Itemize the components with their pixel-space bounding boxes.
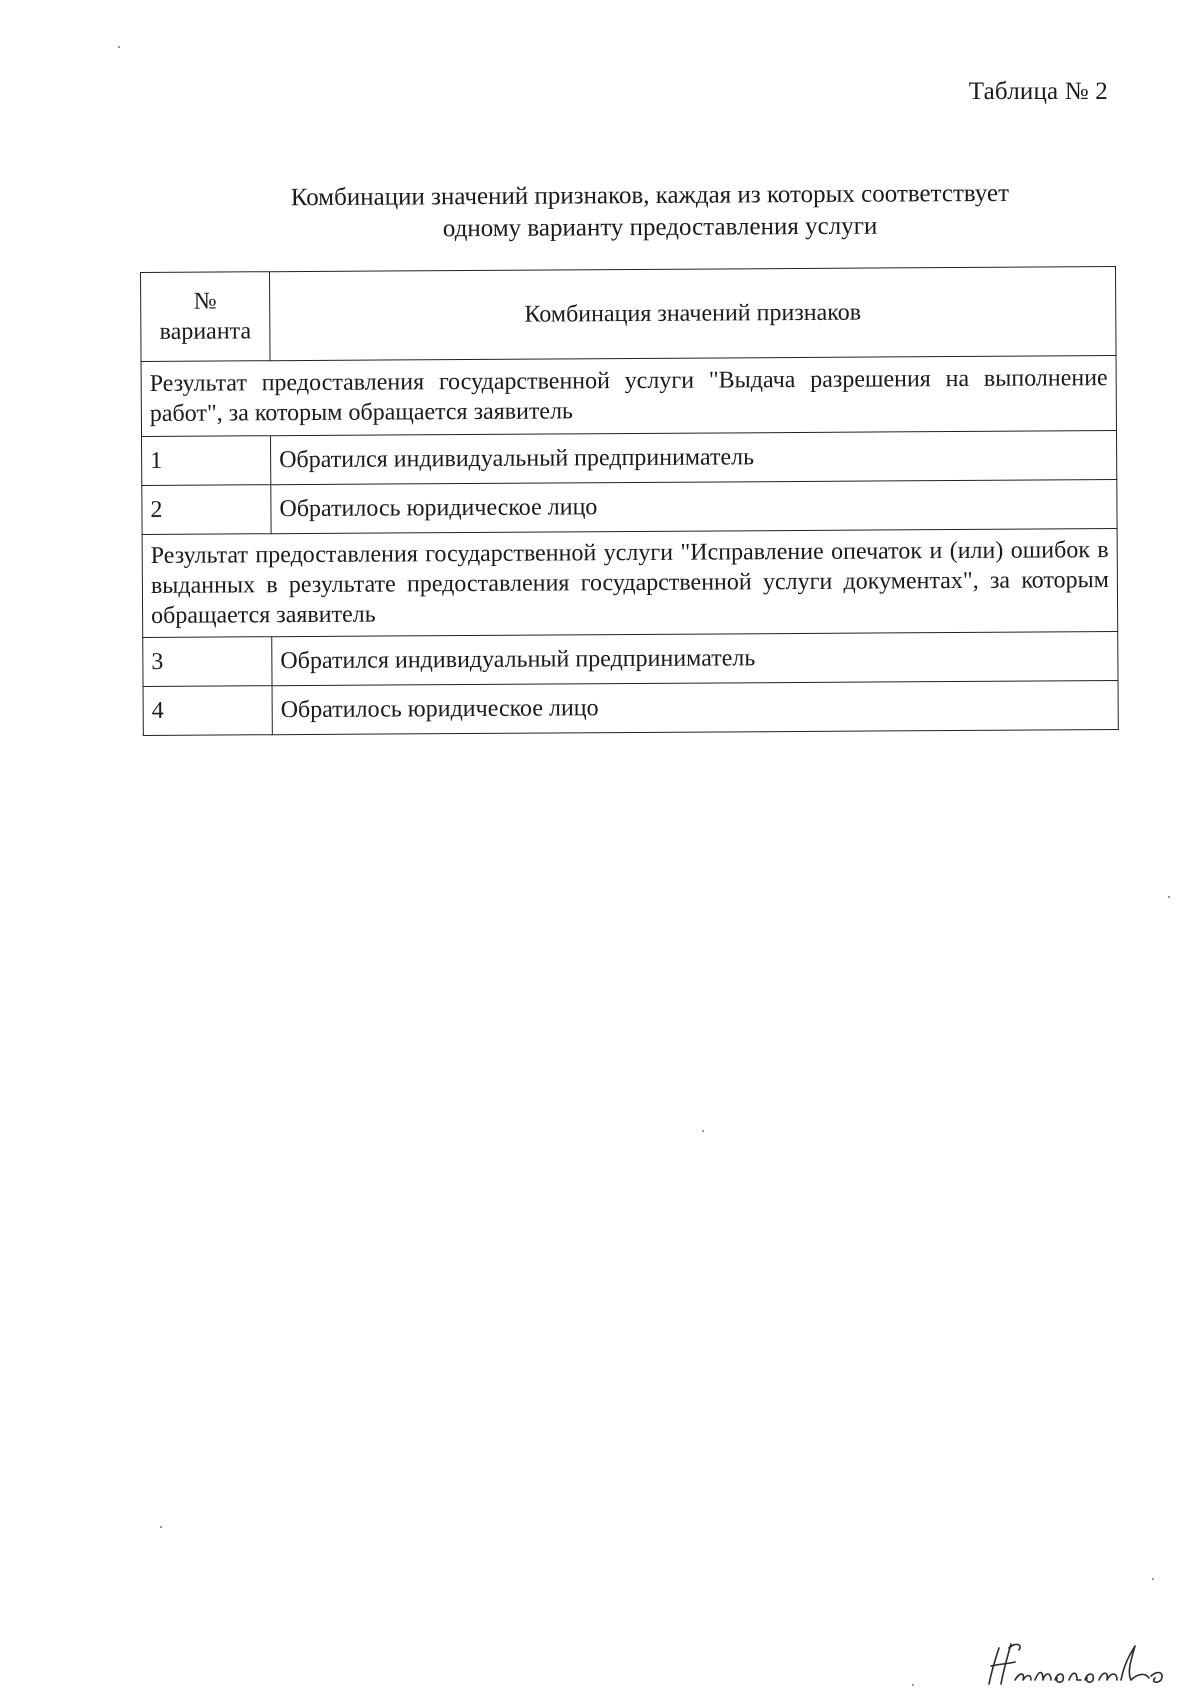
handwritten-signature xyxy=(985,1640,1175,1690)
table-row xyxy=(142,480,1117,535)
variants-table xyxy=(140,266,1119,736)
table-number: Таблица № 2 xyxy=(968,78,1108,105)
variant-number: 3 xyxy=(143,637,272,687)
section-row xyxy=(141,356,1116,437)
section-row xyxy=(142,529,1118,638)
variant-combination: Обратился индивидуальный предприниматель xyxy=(272,632,1118,686)
scan-speck xyxy=(160,1526,162,1528)
table-row xyxy=(143,632,1118,687)
scan-speck xyxy=(1152,1578,1154,1580)
document-title xyxy=(150,177,1150,247)
variant-combination: Обратилось юридическое лицо xyxy=(272,681,1118,735)
variant-number: 2 xyxy=(142,485,271,535)
variant-number: 4 xyxy=(143,686,272,736)
section-title-1: Результат предоставления государственной услуги "Выдача разрешения на выполнение работ", за которым обращается заявитель xyxy=(141,356,1116,437)
variant-combination: Обратился индивидуальный предприниматель xyxy=(271,431,1117,485)
variant-number: 1 xyxy=(142,436,271,486)
header-combination: Комбинация значений признаков xyxy=(270,267,1117,361)
variant-combination: Обратилось юридическое лицо xyxy=(271,480,1117,534)
table-row xyxy=(143,681,1118,736)
table-row xyxy=(142,431,1117,486)
document-title-line-2: одному варианту предоставления услуги xyxy=(442,212,878,243)
section-title-2: Результат предоставления государственной услуги "Исправление опечаток и (или) ошибок в выданных в результате предоставления государственной услуги документах", за которым обращается заявитель xyxy=(142,529,1118,638)
header-variant-no: № варианта xyxy=(141,272,271,362)
document-title-line-1: Комбинации значений признаков, каждая из которых соответствует xyxy=(290,179,1010,212)
scan-speck xyxy=(912,1684,914,1686)
table-header-row xyxy=(141,267,1117,362)
scan-speck xyxy=(1168,896,1170,898)
scan-speck xyxy=(118,46,120,48)
scan-speck xyxy=(702,1130,704,1132)
